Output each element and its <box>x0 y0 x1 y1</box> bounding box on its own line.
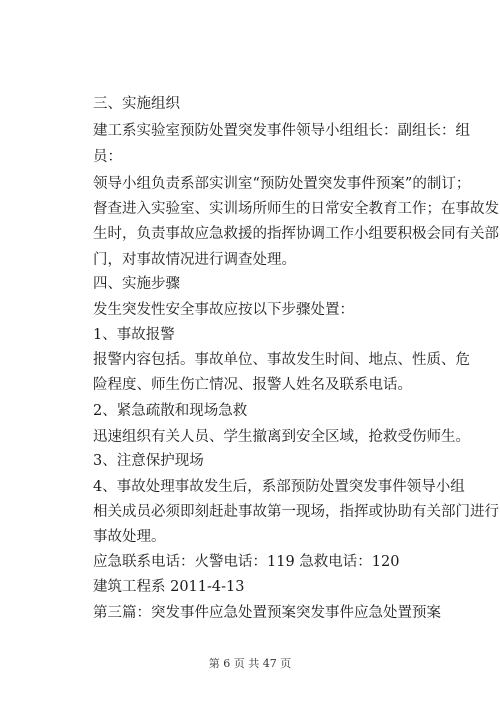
paragraph-line: 建工系实验室预防处置突发事件领导小组组长：副组长：组 <box>93 123 470 139</box>
section-heading-implementation-steps: 四、实施步骤 <box>93 276 180 292</box>
paragraph-line: 生时，负责事故应急救援的指挥协调工作小组要积极会同有关部 <box>93 226 499 242</box>
paragraph-line: 督查进入实验室、实训场所师生的日常安全教育工作；在事故发 <box>93 201 499 217</box>
next-section-title: 第三篇：突发事件应急处置预案突发事件应急处置预案 <box>93 605 441 621</box>
signature-date-line: 建筑工程系 2011-4-13 <box>93 579 245 595</box>
paragraph-line: 事故处理。 <box>93 529 166 545</box>
paragraph-line: 迅速组织有关人员、学生撤离到安全区域，抢救受伤师生。 <box>93 429 470 445</box>
paragraph-line: 险程度、师生伤亡情况、报警人姓名及联系电话。 <box>93 377 412 393</box>
paragraph-line: 领导小组负责系部实训室“预防处置突发事件预案”的制订； <box>93 176 471 192</box>
paragraph-line: 4、事故处理事故发生后，系部预防处置突发事件领导小组 <box>93 479 465 495</box>
step-heading-evacuation-first-aid: 2、紧急疏散和现场急救 <box>93 403 248 419</box>
step-heading-accident-alarm: 1、事故报警 <box>93 327 175 343</box>
paragraph-line: 相关成员必须即刻赶赴事故第一现场，指挥或协助有关部门进行 <box>93 504 499 520</box>
paragraph-line: 报警内容包括。事故单位、事故发生时间、地点、性质、危 <box>93 352 470 368</box>
paragraph-line: 员： <box>93 149 122 165</box>
paragraph-line: 发生突发性安全事故应按以下步骤处置： <box>93 302 354 318</box>
section-heading-implementation-organization: 三、实施组织 <box>93 96 180 112</box>
page-number-footer: 第 6 页 共 47 页 <box>208 657 292 670</box>
step-heading-protect-scene: 3、注意保护现场 <box>93 453 204 469</box>
paragraph-line: 门，对事故情况进行调查处理。 <box>93 252 296 268</box>
emergency-contact-line: 应急联系电话：火警电话：119 急救电话：120 <box>93 554 400 570</box>
